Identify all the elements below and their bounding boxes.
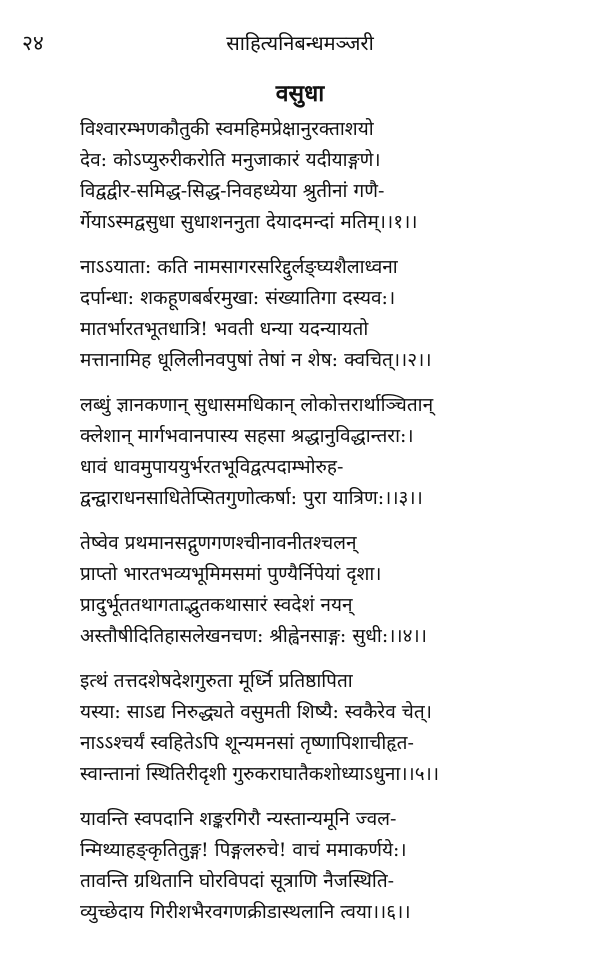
verse-line: प्राप्तो भारतभव्यभूमिमसमां पुण्यैर्निपेयां दृशा। — [80, 563, 382, 585]
verse-line: नाऽऽश्चर्यं स्वहितेऽपि शून्यमनसां तृष्णापिशाचीहृत- — [80, 732, 414, 754]
running-head: साहित्यनिबन्धमञ्जरी — [226, 31, 374, 55]
verse-line: यावन्ति स्वपदानि शङ्करगिरौ न्यस्तान्यमूनि ज्वल- — [80, 808, 397, 830]
verse-line: नाऽऽयाता: कति नामसागरसरिद्दुर्लङ्घ्यशैलाध्वना — [80, 256, 398, 278]
verse-line: मत्तानामिह धूलिलीनवपुषां तेषां न शेष: क्वचित्।।२।। — [80, 349, 432, 371]
verse-line: धावं धावमुपाययुर्भरतभूविद्वत्पदाम्भोरुह- — [80, 456, 344, 478]
verse-5 — [80, 666, 580, 790]
verse-line: दर्पान्धा: शकहूणबर्बरमुखा: संख्यातिगा दस्यव:। — [80, 287, 396, 309]
verse-line: र्गेयाऽस्मद्वसुधा सुधाशननुता देयादमन्दां मतिम्।।१।। — [80, 211, 418, 233]
verse-line: तेष्वेव प्रथमानसद्गुणगणश्चीनावनीतश्चलन् — [80, 532, 357, 554]
verse-line: देव: कोऽप्युरुरीकरोति मनुजाकारं यदीयाङ्गणे। — [80, 149, 381, 171]
verse-3 — [80, 390, 580, 514]
verse-line: तावन्ति ग्रथितानि घोरविपदां सूत्राणि नैजस्थिति- — [80, 870, 395, 892]
verse-4 — [80, 528, 580, 652]
verse-6 — [80, 804, 580, 928]
verse-line: प्रादुर्भूततथागताद्भुतकथासारं स्वदेशं नयन् — [80, 594, 353, 616]
verse-line: यस्या: साऽद्य निरुद्ध्यते वसुमती शिष्यै: स्वकैरेव चेत्। — [80, 701, 432, 723]
verse-line: स्वान्तानां स्थितिरीदृशी गुरुकराघातैकशोध्याऽधुना।।५।। — [80, 763, 440, 785]
verse-1 — [80, 114, 580, 238]
verse-line: मातर्भारतभूतधात्रि! भवती धन्या यदन्यायतो — [80, 318, 369, 340]
verse-line: क्लेशान् मार्गभवानपास्य सहसा श्रद्धानुविद्धान्तरा:। — [80, 425, 414, 447]
verse-line: अस्तौषीदितिहासलेखनचण: श्रीह्वेनसाङ्ग: सुधी:।।४।। — [80, 625, 427, 647]
verse-line: इत्थं तत्तदशेषदेशगुरुता मूर्ध्नि प्रतिष्ठापिता — [80, 670, 353, 692]
page-number: २४ — [22, 31, 44, 55]
poem-body — [80, 114, 580, 942]
verse-line: विश्वारम्भणकौतुकी स्वमहिमप्रेक्षानुरक्ताशयो — [80, 118, 374, 140]
verse-line: व्युच्छेदाय गिरीशभैरवगणक्रीडास्थलानि त्वया।।६।। — [80, 901, 411, 923]
verse-line: विद्वद्वीर-समिद्ध-सिद्ध-निवहध्येया श्रुतीनां गणै- — [80, 180, 385, 202]
verse-2 — [80, 252, 580, 376]
verse-line: लब्धुं ज्ञानकणान् सुधासमधिकान् लोकोत्तरार्थाञ्चितान् — [80, 394, 434, 416]
verse-line: न्मिथ्याहङ्कृतितुङ्ग! पिङ्गलरुचे! वाचं ममाकर्णये:। — [80, 839, 407, 861]
section-title: वसुधा — [275, 80, 325, 107]
verse-line: द्वन्द्वाराधनसाधितेप्सितगुणोत्कर्षा: पुरा यात्रिण:।।३।। — [80, 487, 423, 509]
